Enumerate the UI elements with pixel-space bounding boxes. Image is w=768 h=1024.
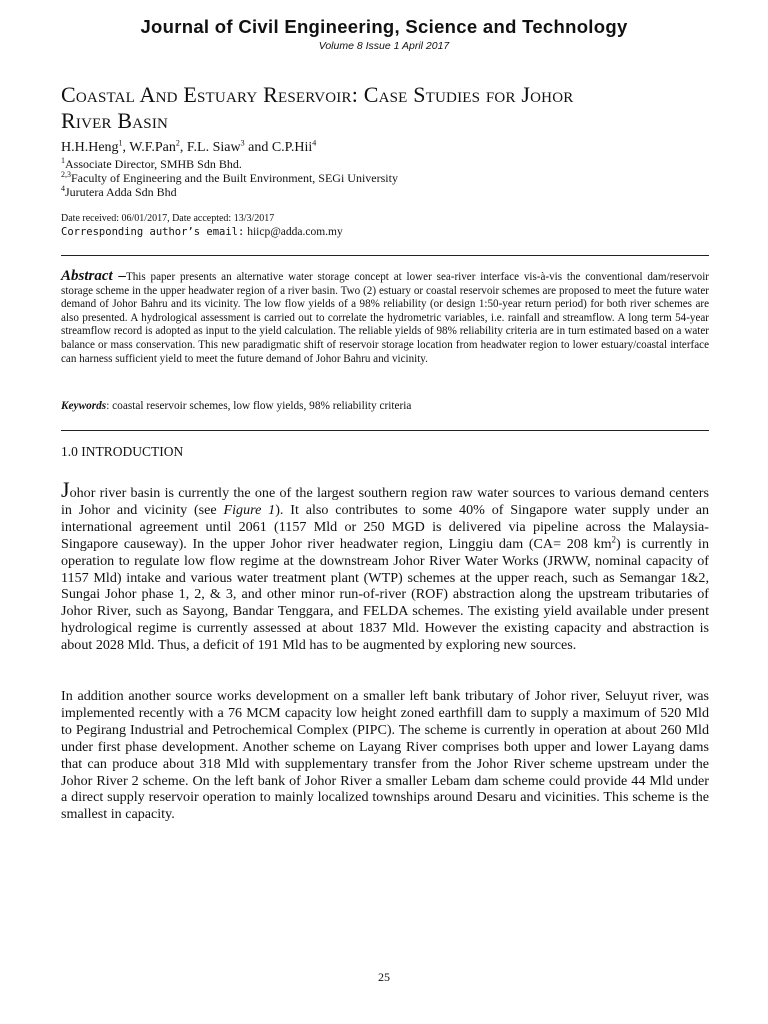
body-paragraph: In addition another source works development on a smaller left bank tributary of Johor river, Seluyut river, was implemented recently with a 76 MCM capacity low height zoned earthfill dam to supply a maximum of 520 Mld to Pegirang Industrial and Petrochemical Complex (PIPC). The scheme is currently in operation at about 260 Mld under first phase development. Another scheme on Layang River comprises both upper and lower Layang dams that can produce about 318 Mld with supplementary transfer from the Johor River scheme upstream under the Johor River 2 scheme. On the left bank of Johor River a smaller Lebam dam scheme could provide 44 Mld under a direct supply reservoir operation to mainly localized townships around Desaru and vicinities. This scheme is the smallest in capacity. <box>61 688 709 823</box>
paragraph-text: ohor river basin is currently the one of the largest southern region raw water sources to various demand centers in Johor and vicinity (see <box>61 485 709 518</box>
corresponding-author-label: Corresponding author’s email: <box>61 226 245 238</box>
affiliation-text: Jurutera Adda Sdn Bhd <box>65 185 177 199</box>
author-separator: , <box>122 140 130 155</box>
abstract <box>61 270 709 366</box>
paper-title-line-1: Coastal And Estuary Reservoir: Case Studies for Johor <box>61 82 574 107</box>
author-name: H.H.Heng <box>61 140 119 155</box>
author-name: C.P.Hii <box>271 140 313 155</box>
abstract-text: This paper presents an alternative water storage concept at lower sea-river interface vis-à-vis the conventional dam/reservoir storage scheme in the upper headwater region of a river basin. Two (2) estuary or coastal reservoir schemes are proposed to meet the future water demand of Johor Bahru and its vicinity. The low flow yields of a 98% reliability (or design 1:50-year return period) for both river schemes are also presented. A hydrological assessment is carried out to correlate the hydrometric variables, i.e. rainfall and streamflow. A long term 54-year streamflow record is adopted as input to the yield calculation. The reliable yields of 98% reliability criteria are in turn estimated based on a water balance or mass conservation. This new paradigmatic shift of reservoir storage location from headwater region to lower estuary/coastal interface can harness sufficient yield to meet the future demand of Johor Bahru and vicinity. <box>61 271 709 365</box>
author-affiliation-mark: 2 <box>175 138 180 148</box>
paragraph-text: ) is currently in operation to regulate low flow regime at the downstream Johor River Water Works (JRWW, nominal capacity of 1157 Mld) intake and various water treatment plant (WTP) schemes at the upper reach, such as Semangar 1&2, Sungai Johor phase 1, 2, & 3, and other minor run-of-river (ROF) abstraction along the upstream tributaries of Johor River, such as Sayong, Bandar Tenggara, and FELDA schemes. The existing yield available under present hydrological regime is currently assessed at about 1837 Mld. However the existing capacity and abstraction is about 2028 Mld. Thus, a deficit of 191 Mld has to be augmented by exploring new sources. <box>61 535 709 654</box>
affiliation-text: Associate Director, SMHB Sdn Bhd. <box>65 157 242 171</box>
affiliation-mark: 2,3 <box>61 170 71 179</box>
author-name: W.F.Pan <box>129 140 176 155</box>
affiliation <box>61 157 242 172</box>
affiliation-mark: 1 <box>61 156 65 165</box>
paper-title-line-2: River Basin <box>61 108 169 133</box>
figure-reference: Figure 1 <box>223 501 276 518</box>
abstract-heading: Abstract – <box>61 268 126 284</box>
paper-title <box>61 82 711 134</box>
author-separator: and <box>244 140 272 155</box>
affiliation-mark: 4 <box>61 184 65 193</box>
keywords-heading: Keywords <box>61 400 107 412</box>
superscript: 2 <box>611 534 617 545</box>
issue-line: Volume 8 Issue 1 April 2017 <box>318 40 450 52</box>
bottom-divider <box>61 430 709 431</box>
author-list <box>61 140 316 156</box>
author-affiliation-mark: 4 <box>312 138 317 148</box>
keywords <box>61 400 709 412</box>
section-heading: 1.0 INTRODUCTION <box>61 444 184 459</box>
author-affiliation-mark: 1 <box>118 138 123 148</box>
corresponding-author-email[interactable]: hiicp@adda.com.my <box>244 226 343 238</box>
affiliation-text: Faculty of Engineering and the Built Environment, SEGi University <box>71 171 398 185</box>
author-name: F.L. Siaw <box>186 140 241 155</box>
keywords-text: : coastal reservoir schemes, low flow yields, 98% reliability criteria <box>106 400 412 412</box>
top-divider <box>61 255 709 256</box>
affiliation <box>61 171 398 186</box>
drop-cap: J <box>61 477 70 502</box>
affiliation <box>61 185 177 200</box>
page-number: 25 <box>378 970 390 984</box>
author-affiliation-mark: 3 <box>240 138 245 148</box>
body-paragraph <box>61 477 710 654</box>
corresponding-author <box>61 226 343 238</box>
paragraph-text: ). It also contributes to some 40% of Singapore water supply under an international agreement until 2061 (1157 Mld or 250 MGD is delivered via pipeline across the Malaysia-Singapore causeway). In the upper Johor river headwater region, Linggiu dam (CA= 208 km <box>61 501 710 552</box>
received-accepted-dates: Date received: 06/01/2017, Date accepted: 13/3/2017 <box>61 213 275 224</box>
journal-title: Journal of Civil Engineering, Science and Technology <box>140 16 628 37</box>
author-separator: , <box>179 140 187 155</box>
